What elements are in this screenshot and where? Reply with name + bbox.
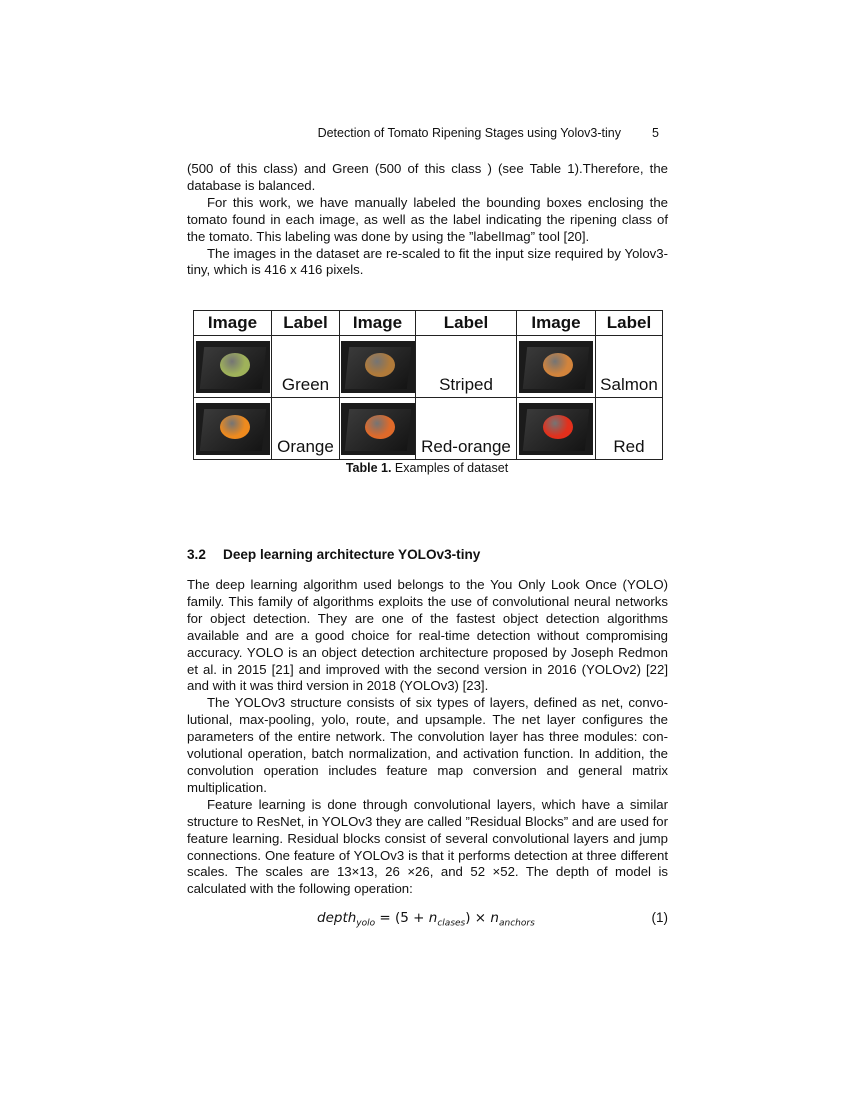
running-title: Detection of Tomato Ripening Stages using Yolov3-tiny — [317, 126, 621, 140]
table-header-row — [194, 311, 663, 336]
equation-number: (1) — [651, 910, 668, 925]
paragraph: The YOLOv3 structure consists of six types of layers, defined as net, convolutional, max-pooling, yolo, route, and upsample. The net layer configures the parameters of the entire network. The convolution layer has three modules: convolutional operation, batch normalization, and activation function. In addition, the convolution operation includes feature map conversion and general matrix multiplication. — [187, 695, 668, 795]
image-cell — [194, 398, 272, 460]
label-cell: Striped — [416, 336, 517, 398]
tomato-photo — [341, 341, 415, 393]
caption-text: Examples of dataset — [391, 461, 509, 475]
equation — [187, 910, 668, 930]
label-cell: Red — [596, 398, 663, 460]
tomato-photo — [196, 403, 270, 455]
image-cell — [517, 398, 596, 460]
tomato-photo — [196, 341, 270, 393]
equation-formula: depth$_{yolo}$ = $(5 + n_{clases}) \times n_{anchors}$ — [317, 910, 535, 929]
body-text — [187, 577, 668, 898]
tomato-striped — [365, 353, 395, 377]
paragraph: For this work, we have manually labeled the bounding boxes enclosing the tomato found in each image, as well as the label indicating the ripening class of the tomato. This labeling was done by using the ”labelImag” tool [20]. — [187, 194, 668, 244]
running-header — [0, 126, 850, 144]
label-cell: Orange — [272, 398, 340, 460]
table-header-cell: Label — [272, 311, 340, 336]
table-row — [194, 398, 663, 460]
intro-text — [187, 161, 668, 279]
paragraph: The deep learning algorithm used belongs to the You Only Look Once (YOLO) family. This family of algorithms exploits the use of convolutional neural networks for object detection. They are one of the fastest object detection algorithms available and are a good choice for real-time detection without compromising accuracy. YOLO is an object detection architecture proposed by Joseph Redmon et al. in 2015 [21] and improved with the second version in 2016 (YOLOv2) [22] and with it was third version in 2018 (YOLOv3) [23]. — [187, 577, 668, 694]
tomato-green — [220, 353, 250, 377]
image-cell — [340, 398, 416, 460]
paragraph: The images in the dataset are re-scaled to fit the input size required by Yolov3-tiny, which is 416 x 416 pixels. — [187, 245, 668, 278]
tomato-salmon — [543, 353, 573, 377]
table-header-cell: Image — [194, 311, 272, 336]
table-header-cell: Image — [517, 311, 596, 336]
paragraph: (500 of this class) and Green (500 of this class ) (see Table 1).Therefore, the database is balanced. — [187, 161, 668, 193]
tomato-photo — [341, 403, 415, 455]
table-header-cell: Label — [596, 311, 663, 336]
tomato-photo — [519, 341, 593, 393]
label-cell: Salmon — [596, 336, 663, 398]
image-cell — [340, 336, 416, 398]
label-cell: Red-orange — [416, 398, 517, 460]
table-row — [194, 336, 663, 398]
table-caption — [193, 461, 661, 475]
tomato-red-orange — [365, 415, 395, 439]
page-number: 5 — [652, 126, 659, 140]
section-number: 3.2 — [187, 547, 206, 562]
section-heading — [187, 547, 480, 562]
tomato-red — [543, 415, 573, 439]
dataset-table — [193, 310, 663, 460]
table-header-cell: Label — [416, 311, 517, 336]
section-title: Deep learning architecture YOLOv3-tiny — [223, 547, 481, 562]
table-header-cell: Image — [340, 311, 416, 336]
label-cell: Green — [272, 336, 340, 398]
image-cell — [194, 336, 272, 398]
tomato-photo — [519, 403, 593, 455]
caption-label: Table 1. — [345, 461, 392, 475]
image-cell — [517, 336, 596, 398]
tomato-orange — [220, 415, 250, 439]
paragraph: Feature learning is done through convolutional layers, which have a similar structure to ResNet, in YOLOv3 they are called ”Residual Blocks” and are used for feature learning. Residual blocks consist of several convolutional layers and jump connections. One feature of YOLOv3 is that it performs detection at three different scales. The scales are 13×13, 26 ×26, and 52 ×52. The depth of model is calculated with the following operation: — [187, 796, 668, 897]
